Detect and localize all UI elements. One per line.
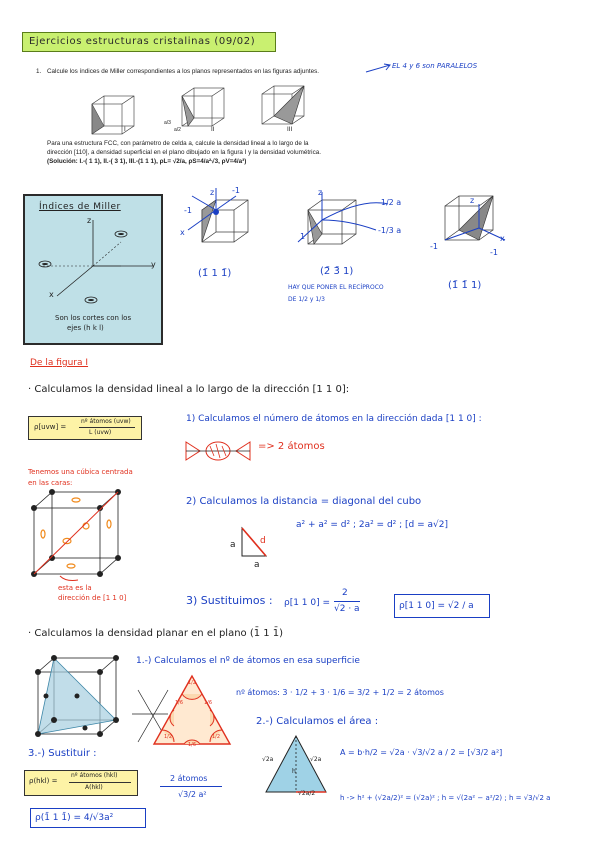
- planar-final-result: ρ(1̄ 1 1̄) = 4/√3a²: [30, 808, 146, 828]
- linear-density-title: · Calculamos la densidad lineal a lo largo de la dirección [1 1 0]:: [28, 384, 350, 395]
- fig2-axis-a: -1/2 a: [378, 198, 402, 207]
- step2-text: 2) Calculamos la distancia = diagonal del cubo: [186, 496, 422, 507]
- triangle-side-d: d: [260, 536, 266, 546]
- fig2-note-2: DE 1/2 y 1/3: [288, 296, 325, 303]
- rhohkl-den: A(hkl): [85, 784, 103, 791]
- rhohkl-lhs: ρ(hkl) =: [29, 777, 58, 785]
- right-triangle: [236, 526, 276, 560]
- area-triangle: [262, 734, 332, 796]
- dir-note-2: dirección de [1 1 0]: [58, 594, 127, 602]
- miller-axis-y: y: [151, 260, 156, 269]
- fig1-axis-neg1b: -1: [184, 206, 192, 215]
- page-title: Ejercicios estructuras cristalinas (09/02): [22, 32, 276, 52]
- planar-density-title: · Calculamos la densidad planar en el plano (1̄ 1 1̄): [28, 628, 284, 639]
- piece-label-6: 1/6: [204, 700, 213, 706]
- fig1-axis-neg1a: -1: [232, 186, 240, 195]
- rho-fraction-bar: [79, 427, 135, 428]
- area-tri-side2: √2a: [310, 756, 322, 763]
- figure-1-cube: [180, 186, 270, 264]
- planar-step1: 1.-) Calculamos el nº de átomos en esa superficie: [136, 656, 360, 666]
- rhohkl-value-den: √3/2 a²: [178, 790, 207, 799]
- piece-label-1: 1/2: [188, 680, 197, 686]
- parallel-note: EL 4 y 6 son PARALELOS: [392, 62, 478, 70]
- atoms-row-drawing: [184, 438, 254, 464]
- triangle-side-a: a: [230, 540, 236, 550]
- rhohkl-fraction-bar: [69, 782, 131, 783]
- miller-caption-1: Son los cortes con los: [55, 314, 132, 322]
- question-para-line2: dirección [110], a densidad superficial en el plano dibujado en la figura I y la densidad volumétrica.: [47, 149, 321, 156]
- triangle-side-a2: a: [254, 560, 260, 570]
- miller-axis-z: z: [87, 216, 92, 225]
- fig-label-1: I: [124, 126, 126, 133]
- fcc-cube-drawing: [26, 486, 132, 586]
- miller-caption-2: ejes (h k l): [67, 324, 104, 332]
- step3-fraction-bar: [334, 601, 360, 602]
- miller-title: Índices de Miller: [39, 202, 121, 212]
- area-tri-base: √2a/2: [298, 790, 316, 797]
- fig-label-2: II: [211, 126, 215, 133]
- fig2-note-1: HAY QUE PONER EL RECÍPROCO: [288, 284, 384, 291]
- question-text: Calcule los índices de Miller correspondientes a los planos representados en las figuras adjuntes.: [47, 68, 319, 75]
- area-tri-side: √2a: [262, 756, 274, 763]
- dir-note-1: esta es la: [58, 584, 92, 592]
- rhohkl-num: nº átomos (hkl): [71, 772, 118, 779]
- fig2-axis-z: z: [318, 188, 323, 197]
- rho-den: L (uvw): [89, 429, 112, 436]
- miller-indices-box: [23, 194, 163, 345]
- fig3-axis-neg1b: -1: [490, 248, 498, 257]
- planar-step3: 3.-) Sustituir :: [28, 748, 97, 759]
- step3-num: 2: [342, 588, 348, 598]
- rhohkl-value-bar: [160, 786, 222, 787]
- miller-axis-x: x: [49, 290, 54, 299]
- rho-num: nº átomos (uvw): [81, 418, 131, 425]
- area-tri-h: h: [292, 768, 296, 775]
- fig-small-label-a2: a/2: [174, 127, 181, 133]
- step3-boxed-result: ρ[1 1 0] = √2 / a: [394, 594, 490, 618]
- planar-step2: 2.-) Calculamos el área :: [256, 716, 379, 727]
- fig3-axis-neg1a: -1: [430, 242, 438, 251]
- fig3-axis-z: z: [470, 196, 475, 205]
- planar-density-formula-box: [24, 770, 138, 796]
- piece-label-3: 1/2: [164, 734, 173, 740]
- linear-density-formula-box: [28, 416, 142, 440]
- planar-atoms-count: nº átomos: 3 · 1/2 + 3 · 1/6 = 3/2 + 1/2 = 2 átomos: [236, 688, 444, 697]
- area-equation: A = b·h/2 = √2a · √3/√2 a / 2 = [√3/2 a²]: [340, 748, 503, 757]
- rhohkl-value-num: 2 átomos: [170, 774, 208, 783]
- fig1-result: (1̄ 1 1̄): [198, 268, 232, 279]
- fcc-plane-cube: [30, 652, 126, 748]
- fig2-axis-b: -1/3 a: [378, 226, 402, 235]
- fig2-axis-c: 1: [300, 232, 306, 241]
- piece-label-2: 1/6: [175, 700, 184, 706]
- atoms-result: => 2 átomos: [258, 441, 325, 452]
- question-number: 1.: [36, 68, 42, 75]
- fig-small-label-a3: a/3: [164, 120, 171, 126]
- distance-equation: a² + a² = d² ; 2a² = d² ; [d = a√2]: [296, 520, 449, 530]
- fig2-result: (2̄ 3̄ 1): [320, 266, 354, 277]
- fcc-note-1: Tenemos una cúbica centrada: [28, 468, 133, 476]
- question-para-line1: Para una estructura FCC, con parámetro de celda a, calcule la densidad lineal a lo largo de la: [47, 140, 309, 147]
- step3-den: √2 · a: [334, 604, 360, 614]
- fig3-result: (1̄ 1̄ 1): [448, 280, 482, 291]
- rho-lhs: ρ[uvw] =: [34, 423, 67, 431]
- fcc-note-2: en las caras:: [28, 479, 73, 487]
- step3-label: 3) Sustituimos :: [186, 594, 273, 607]
- piece-label-5: 1/2: [212, 734, 221, 740]
- note-arrow: [364, 62, 394, 76]
- step3-lhs: ρ[1 1 0] =: [284, 598, 331, 608]
- fig1-axis-x: x: [180, 228, 185, 237]
- fig3-axis-x: x: [500, 234, 505, 243]
- question-solution: (Solución: I.-( 1 1), II.-( 3 1), III.-(1 1 1), ρL= √2/a, ρS=4/a²√3, ρV=4/a³): [47, 158, 247, 165]
- height-equation: h -> h² + (√2a/2)² = (√2a)² ; h = √(2a² − a²/2) ; h = √3/√2 a: [340, 794, 551, 802]
- planar-triangle-atoms: [126, 670, 236, 762]
- fig1-axis-z: z: [210, 188, 215, 197]
- section-heading: De la figura I: [30, 358, 89, 368]
- step1-text: 1) Calculamos el número de átomos en la dirección dada [1 1 0] :: [186, 414, 482, 424]
- piece-label-4: 1/6: [188, 742, 197, 748]
- fig-label-3: III: [287, 126, 293, 133]
